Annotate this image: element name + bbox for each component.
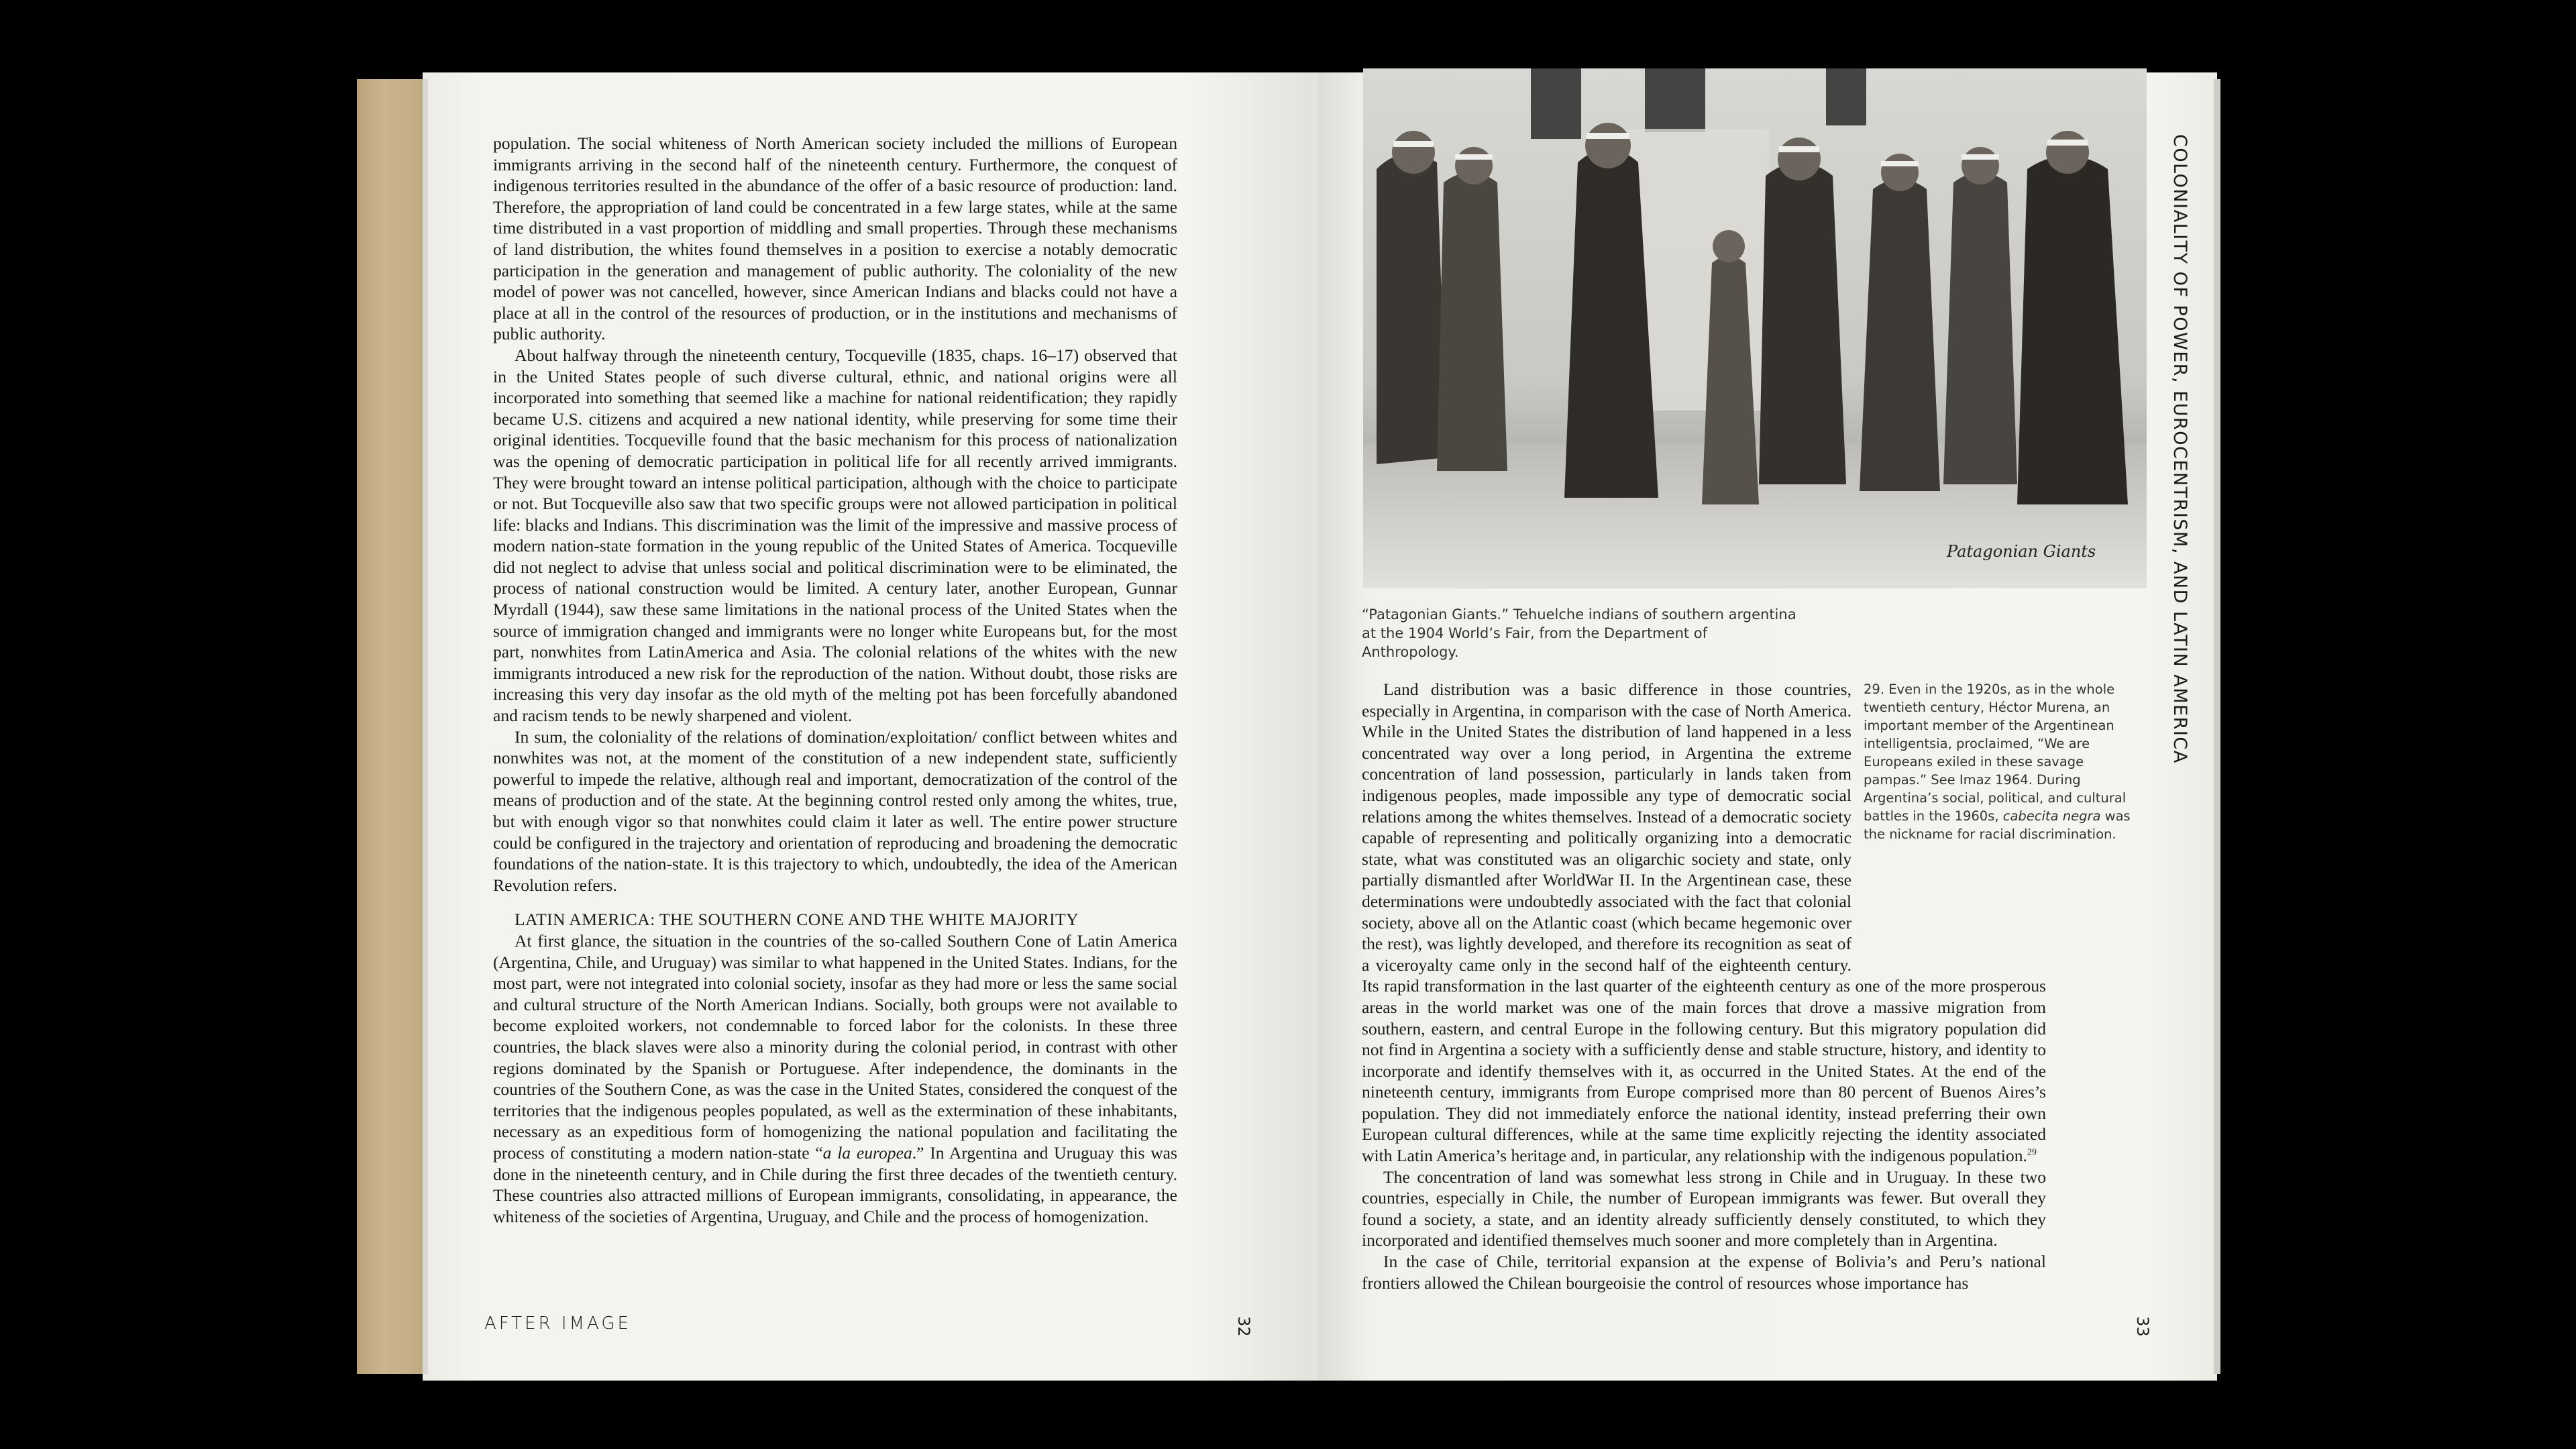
footnote-marker: 29 <box>2027 1147 2037 1158</box>
paragraph-text: At first glance, the situation in the countries of the so-called Southern Cone of Latin America (Argentina, Chile, and Uruguay) was similar to what happened in the United States. Indians, for the most part, were not integrated into colonial society, insofar as they had more or less the same social and cultural structure of the North American Indians. Socially, both groups were not available to become exploited workers, not condemnable to forced labor for the colonists. In these three countries, the black slaves were also a minority during the colonial period, in contrast with other regions dominated by the Spanish or Portuguese. After independence, the dominants in the countries of the Southern Cone, as was the case in the United States, considered the conquest of the territories that the indigenous peoples populated, as well as the extermination of these inhabitants, necessary as an expeditious form of homogenizing the national population and facilitating the process of constituting a modern nation-state “ <box>493 930 1177 1163</box>
paragraph <box>493 930 1177 1227</box>
running-head: COLONIALITY OF POWER, EUROCENTRISM, AND LATIN AMERICA <box>2169 134 2190 764</box>
left-page-body <box>493 133 1177 1227</box>
paragraph <box>1362 679 2046 1167</box>
paragraph: About halfway through the nineteenth century, Tocqueville (1835, chaps. 16–17) observed that in the United States people of such diverse cultural, ethnic, and national origins were all incorporated into something that seemed like a machine for national reidentification; they rapidly became U.S. citizens and acquired a new national identity, while preserving for some time their original identities. Tocqueville found that the basic mechanism for this process of nationalization was the opening of democratic participation in political life for all recently arrived immigrants. They were brought toward an intense political participation, although with the choice to participate or not. But Tocqueville also saw that two specific groups were not allowed participation in political life: blacks and Indians. This discrimination was the limit of the impressive and massive process of modern nation-state formation in the young republic of the United States of America. Tocqueville did not neglect to advise that unless social and political discrimination were to be eliminated, the process of national construction would be limited. A century later, another European, Gunnar Myrdall (1944), saw these same limitations in the national process of the United States when the source of immigration changed and immigrants were no longer white Europeans but, for the most part, nonwhites from LatinAmerica and Asia. The colonial relations of the whites with the new immigrants introduced a new risk for the reproduction of the nation. Without doubt, those risks are increasing this very day insofar as the old myth of the melting pot has been forcefully abandoned and racism tends to be newly sharpened and violent. <box>493 345 1177 726</box>
historical-photograph <box>1363 68 2147 588</box>
paragraph-text: .” In Argentina and Uruguay this was done in the nineteenth century, and in Chile during the first three decades of the twentieth century. These countries also attracted millions of European immigrants, consolidating, in appearance, the whiteness of the societies of Argentina, Uruguay, and Chile and the process of homogenization. <box>493 1142 1177 1226</box>
footnote-text: was the nickname for racial discrimination. <box>1864 808 2131 842</box>
italic-phrase: cabecita negra <box>2002 808 2101 824</box>
footnote-text: 29. Even in the 1920s, as in the whole twentieth century, Héctor Murena, an important member of the Argentinean intelligentsia, proclaimed, “We are Europeans exiled in these savage pampas.” See Imaz 1964. During Argentina’s social, political, and cultural battles in the 1960s, <box>1864 682 2127 824</box>
paragraph: In sum, the coloniality of the relations of domination/exploitation/ conflict between whites and nonwhites was not, at the moment of the constitution of a new independent state, sufficiently powerful to impede the relative, although real and important, democratization of the control of the means of production and of the state. At the beginning control rested only among the whites, true, but with enough vigor so that nonwhites could claim it later as well. The entire power structure could be configured in the trajectory and orientation of reproducing and broadening the democratic foundations of the nation-state. It is this trajectory to which, undoubtedly, the idea of the American Revolution refers. <box>493 727 1177 895</box>
left-page-edge <box>423 79 428 1374</box>
section-heading: LATIN AMERICA: THE SOUTHERN CONE AND THE WHITE MAJORITY <box>515 910 1079 930</box>
italic-phrase: a la europea <box>822 1142 912 1163</box>
kraft-cover-edge <box>357 79 425 1374</box>
paragraph-text: Land distribution was a basic difference in those countries, especially in Argentina, in comparison with the case of North America. While in the United States the distribution of land happened in a less concentrated way over a long period, in Argentina the extreme concentration of land possession, particularly in lands taken from indigenous peoples, made impossible any type of democratic social relations among the whites themselves. Instead of a democratic society capable of representing and politically organizing into a democratic state, what was constituted was an oligarchic society and state, only partially dismantled after WorldWar II. In the Argentinean case, these determinations were undoubtedly associated with the fact that colonial society, above all on the Atlantic coast (which became hegemonic over the rest), was lightly developed, and therefore its recognition as seat of a viceroyalty came only in the second half of the eighteenth century. Its rapid transformation in the last quarter of the eighteenth century as one of the more prosperous areas in the world market was one of the main forces that drove a massive migration from southern, eastern, and central Europe in the following century. But this migratory population did not find in Argentina a society with a sufficiently dense and stable structure, history, and identity to incorporate and identify themselves with it, as occurred in the United States. At the end of the nineteenth century, immigrants from Europe comprised more than 80 percent of Buenos Aires’s population. They did not immediately enforce the national identity, instead preferring their own European cultural differences, while at the same time explicitly rejecting the identity associated with Latin America’s heritage and, in particular, any relationship with the indigenous population. <box>1362 680 2046 1166</box>
photo-caption: “Patagonian Giants.” Tehuelche indians of southern argentina at the 1904 World’s Fair, from the Department of Anthropology. <box>1362 606 1796 660</box>
footer-brand: AFTER IMAGE <box>484 1313 631 1334</box>
right-page-edge <box>2214 79 2220 1374</box>
photo-illustration <box>1363 68 2147 588</box>
paragraph: The concentration of land was somewhat less strong in Chile and in Uruguay. In these two countries, especially in Chile, the number of European immigrants was fewer. But overall they found a society, a state, and an identity already sufficiently densely constituted, to which they incorporated and identified themselves much sooner and more completely than in Argentina. <box>1362 1167 2046 1250</box>
paragraph: population. The social whiteness of North American society included the millions of European immigrants arriving in the second half of the nineteenth century. Furthermore, the conquest of indigenous territories resulted in the abundance of the offer of a basic resource of production: land. Therefore, the appropriation of land could be concentrated in a few large states, while at the same time distributed in a vast proportion of middling and small properties. Through these mechanisms of land distribution, the whites found themselves in a position to exercise a notably democratic participation in the generation and management of public authority. The coloniality of the new model of power was not cancelled, however, since American Indians and blacks could not have a place at all in the control of the resources of production, or in the institutions and mechanisms of public authority. <box>493 133 1177 344</box>
page-number: 32 <box>1234 1316 1253 1337</box>
right-page-body <box>1362 679 2046 1293</box>
paragraph: In the case of Chile, territorial expansion at the expense of Bolivia’s and Peru’s national frontiers allowed the Chilean bourgeoisie the control of resources whose importance has <box>1362 1252 2046 1293</box>
page-number: 33 <box>2133 1316 2152 1337</box>
photo-inscription: Patagonian Giants <box>1947 542 2096 561</box>
